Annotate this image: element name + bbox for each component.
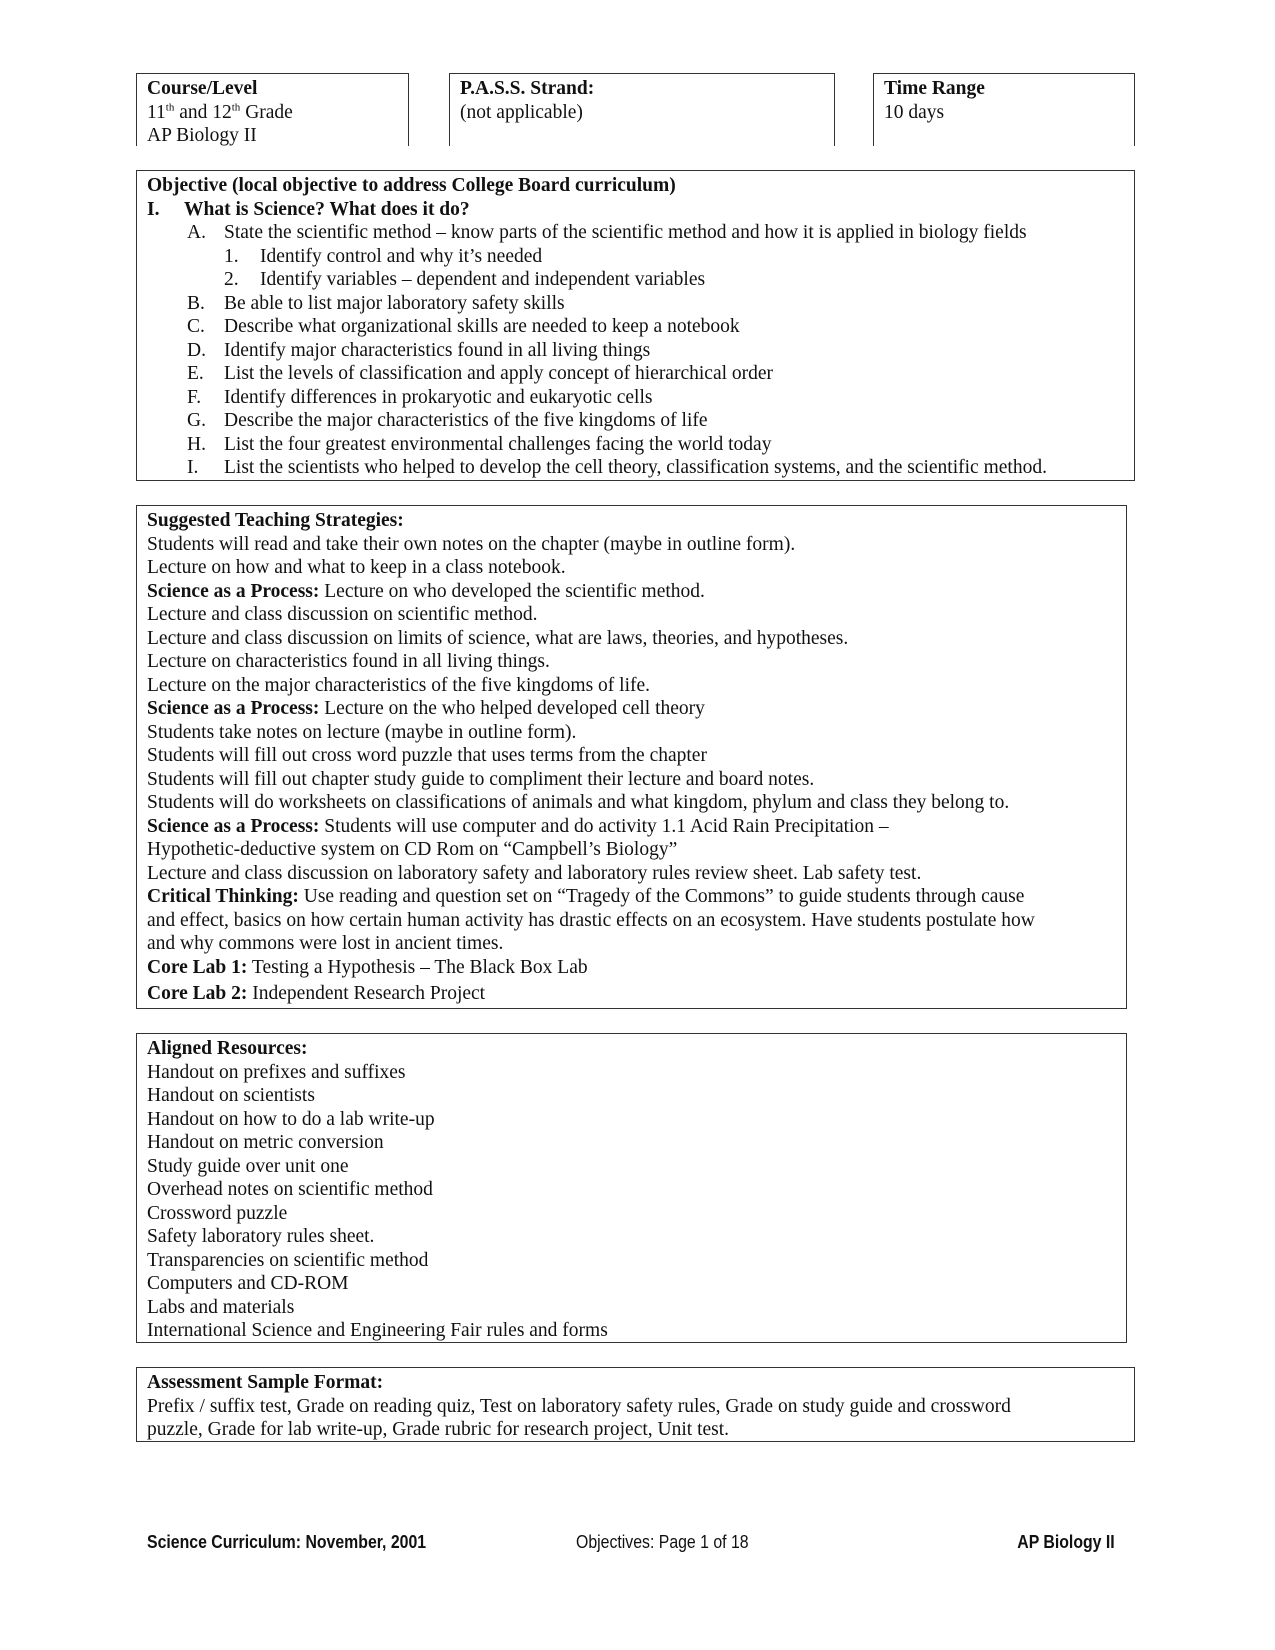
assessment-heading: Assessment Sample Format: — [147, 1372, 384, 1393]
course-level-heading: Course/Level — [147, 78, 258, 99]
time-range-box — [873, 73, 1135, 146]
teaching-strategies-box — [136, 505, 1127, 1009]
resource-item: Safety laboratory rules sheet. — [147, 1226, 375, 1247]
strategy-line: Lecture and class discussion on laboratory safety and laboratory rules review sheet. Lab safety test. — [147, 862, 922, 884]
strategy-line: Students will fill out chapter study guide to compliment their lecture and board notes. — [147, 768, 815, 790]
assessment-box — [136, 1367, 1135, 1442]
objective-heading: Objective (local objective to address College Board curriculum) — [147, 175, 676, 196]
resource-item: Handout on prefixes and suffixes — [147, 1061, 406, 1083]
objective-item: D. Identify major characteristics found in all living things — [187, 339, 651, 361]
objective-item: I. List the scientists who helped to develop the cell theory, classification systems, and the scientific method. — [187, 457, 1047, 478]
strategy-line: Lecture and class discussion on scientific method. — [147, 604, 538, 625]
footer-left: Science Curriculum: November, 2001 — [147, 1532, 427, 1552]
strategy-line: Students take notes on lecture (maybe in outline form). — [147, 721, 577, 743]
resource-item: Study guide over unit one — [147, 1155, 349, 1177]
objective-item: A. State the scientific method – know parts of the scientific method and how it is applied in biology fields — [187, 222, 1027, 243]
assessment-line: puzzle, Grade for lab write-up, Grade rubric for research project, Unit test. — [147, 1419, 730, 1440]
resource-item: International Science and Engineering Fair rules and forms — [147, 1320, 608, 1341]
course-level-box — [136, 73, 409, 146]
strategy-line: Students will fill out cross word puzzle that uses terms from the chapter — [147, 745, 707, 766]
strategy-line: Core Lab 1: Testing a Hypothesis – The Black Box Lab — [147, 956, 588, 978]
assessment-line: Prefix / suffix test, Grade on reading quiz, Test on laboratory safety rules, Grade on study guide and crossword — [147, 1395, 1011, 1417]
strategy-line: Lecture and class discussion on limits of science, what are laws, theories, and hypotheses. — [147, 627, 849, 649]
resource-item: Handout on metric conversion — [147, 1132, 384, 1153]
objective-subitem: 2. Identify variables – dependent and independent variables — [224, 269, 706, 290]
strategy-line: Core Lab 2: Independent Research Project — [147, 983, 486, 1004]
strategy-line: Lecture on characteristics found in all living things. — [147, 651, 550, 672]
footer-right: AP Biology II — [1017, 1532, 1115, 1552]
strategy-line: Students will do worksheets on classifications of animals and what kingdom, phylum and class they belong to. — [147, 792, 1010, 813]
objective-item: H. List the four greatest environmental challenges facing the world today — [187, 433, 772, 455]
strategy-line: Critical Thinking: Use reading and question set on “Tragedy of the Commons” to guide students through cause — [147, 886, 1025, 907]
course-name: AP Biology II — [147, 125, 257, 146]
strategy-line: and effect, basics on how certain human activity has drastic effects on an ecosystem. Have students postulate how — [147, 909, 1035, 931]
resource-item: Transparencies on scientific method — [147, 1249, 429, 1271]
time-range-value: 10 days — [884, 101, 945, 123]
objective-item: B. Be able to list major laboratory safety skills — [187, 292, 565, 314]
grade-level: 11th and 12th Grade — [147, 101, 293, 123]
resource-item: Computers and CD-ROM — [147, 1273, 349, 1294]
objective-section-title: I. What is Science? What does it do? — [147, 198, 470, 220]
pass-strand-heading: P.A.S.S. Strand: — [460, 78, 595, 99]
objective-subitem: 1. Identify control and why it’s needed — [224, 245, 543, 267]
objective-item: G. Describe the major characteristics of the five kingdoms of life — [187, 410, 708, 431]
strategy-line: and why commons were lost in ancient times. — [147, 933, 504, 954]
objective-item: C. Describe what organizational skills are needed to keep a notebook — [187, 316, 740, 337]
strategy-line: Science as a Process: Lecture on the who helped developed cell theory — [147, 698, 705, 719]
strategy-line: Lecture on the major characteristics of the five kingdoms of life. — [147, 674, 651, 696]
time-range-heading: Time Range — [884, 78, 985, 99]
pass-strand-value: (not applicable) — [460, 101, 583, 123]
aligned-resources-box — [136, 1033, 1127, 1343]
objective-item: E. List the levels of classification and apply concept of hierarchical order — [187, 363, 774, 384]
objective-item: F. Identify differences in prokaryotic and eukaryotic cells — [187, 386, 653, 408]
resource-item: Labs and materials — [147, 1296, 295, 1318]
resource-item: Overhead notes on scientific method — [147, 1179, 433, 1200]
strategies-heading: Suggested Teaching Strategies: — [147, 510, 404, 531]
footer-page-number: Objectives: Page 1 of 18 — [576, 1532, 749, 1552]
resource-item: Handout on scientists — [147, 1085, 315, 1106]
strategy-line: Science as a Process: Lecture on who developed the scientific method. — [147, 580, 705, 602]
strategy-line: Science as a Process: Students will use computer and do activity 1.1 Acid Rain Precipitation – — [147, 815, 889, 837]
strategy-line: Hypothetic-deductive system on CD Rom on “Campbell’s Biology” — [147, 839, 678, 860]
resource-item: Crossword puzzle — [147, 1202, 288, 1224]
strategy-line: Students will read and take their own notes on the chapter (maybe in outline form). — [147, 533, 796, 555]
pass-strand-box — [449, 73, 835, 146]
objective-box — [136, 170, 1135, 481]
resources-heading: Aligned Resources: — [147, 1038, 308, 1059]
resource-item: Handout on how to do a lab write-up — [147, 1108, 435, 1130]
strategy-line: Lecture on how and what to keep in a class notebook. — [147, 557, 566, 578]
